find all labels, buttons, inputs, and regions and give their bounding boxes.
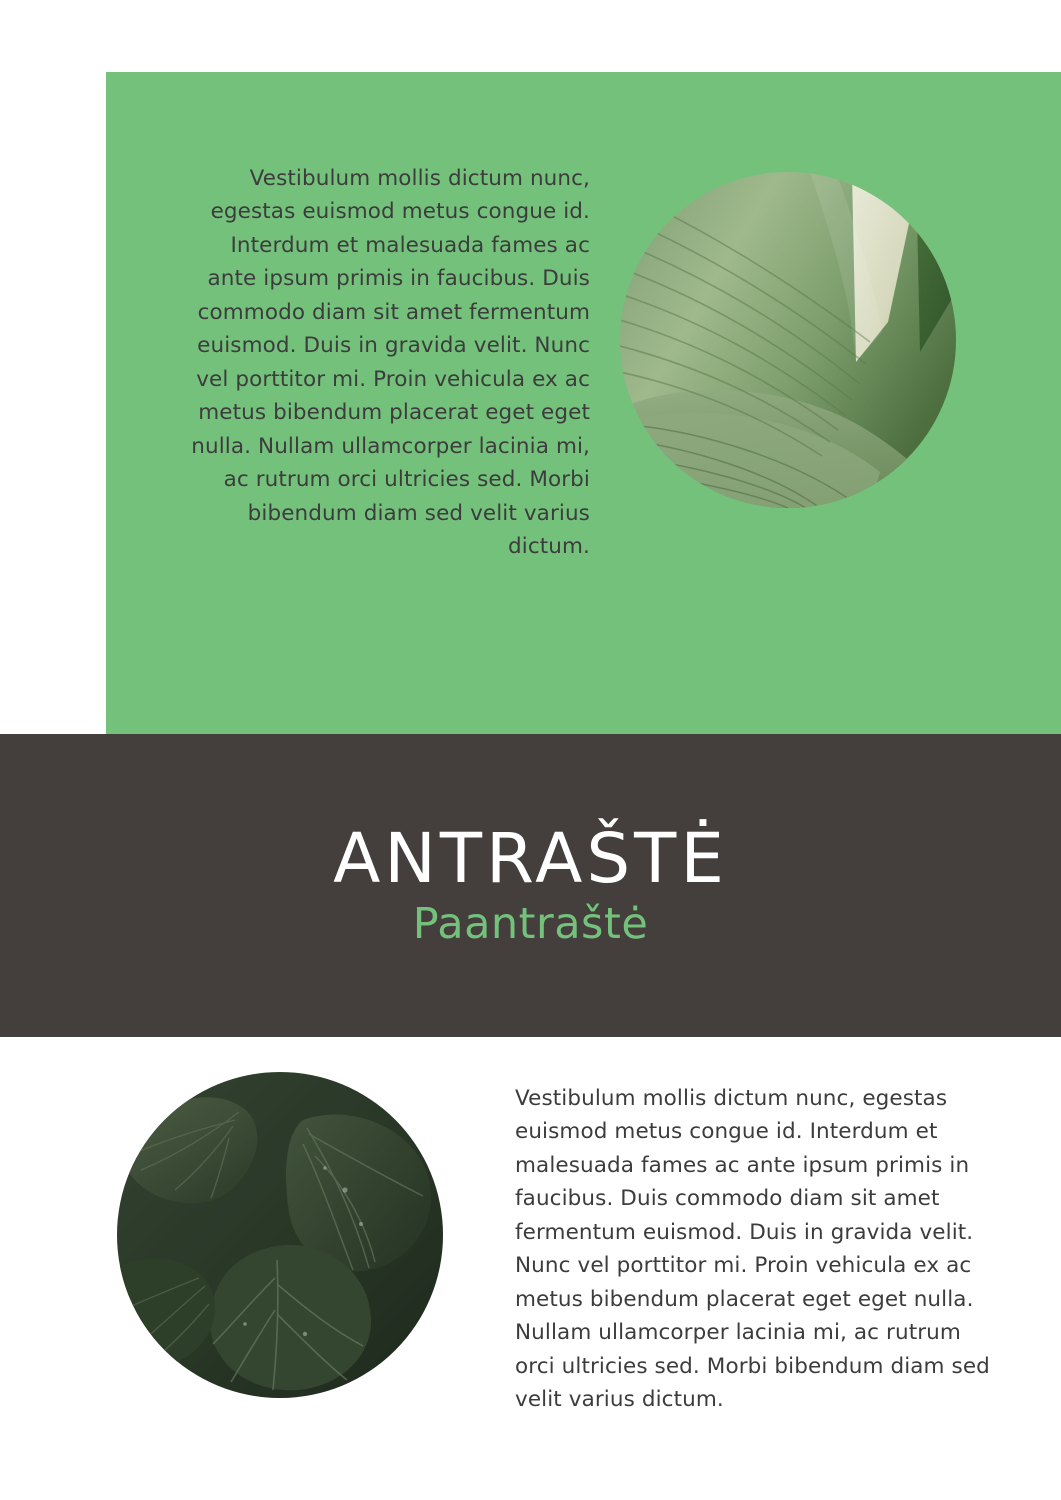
title-band [0,734,1061,1037]
page-title: ANTRAŠTĖ [333,818,728,899]
dark-ivy-leaves-circle-image [117,1072,443,1398]
leaf-closeup-illustration [620,172,956,508]
page-subtitle: Paantraštė [412,899,649,950]
bottom-paragraph: Vestibulum mollis dictum nunc, egestas euismod metus congue id. Interdum et malesuada fames ac ante ipsum primis in faucibus. Duis commodo diam sit amet fermentum euismod. Duis in gravida velit. Nunc vel porttitor mi. Proin vehicula ex ac metus bibendum placerat eget eget nulla. Nullam ullamcorper lacinia mi, ac rutrum orci ultricies sed. Morbi bibendum diam sed velit varius dictum. [515,1085,990,1412]
top-paragraph: Vestibulum mollis dictum nunc, egestas euismod metus congue id. Interdum et malesuada fames ac ante ipsum primis in faucibus. Duis commodo diam sit amet fermentum euismod. Duis in gravida velit. Nunc vel porttitor mi. Proin vehicula ex ac metus bibendum placerat eget eget nulla. Nullam ullamcorper lacinia mi, ac rutrum orci ultricies sed. Morbi bibendum diam sed velit varius dictum. [191,165,590,559]
ivy-leaves-illustration [117,1072,443,1398]
leaf-closeup-circle-image [620,172,956,508]
